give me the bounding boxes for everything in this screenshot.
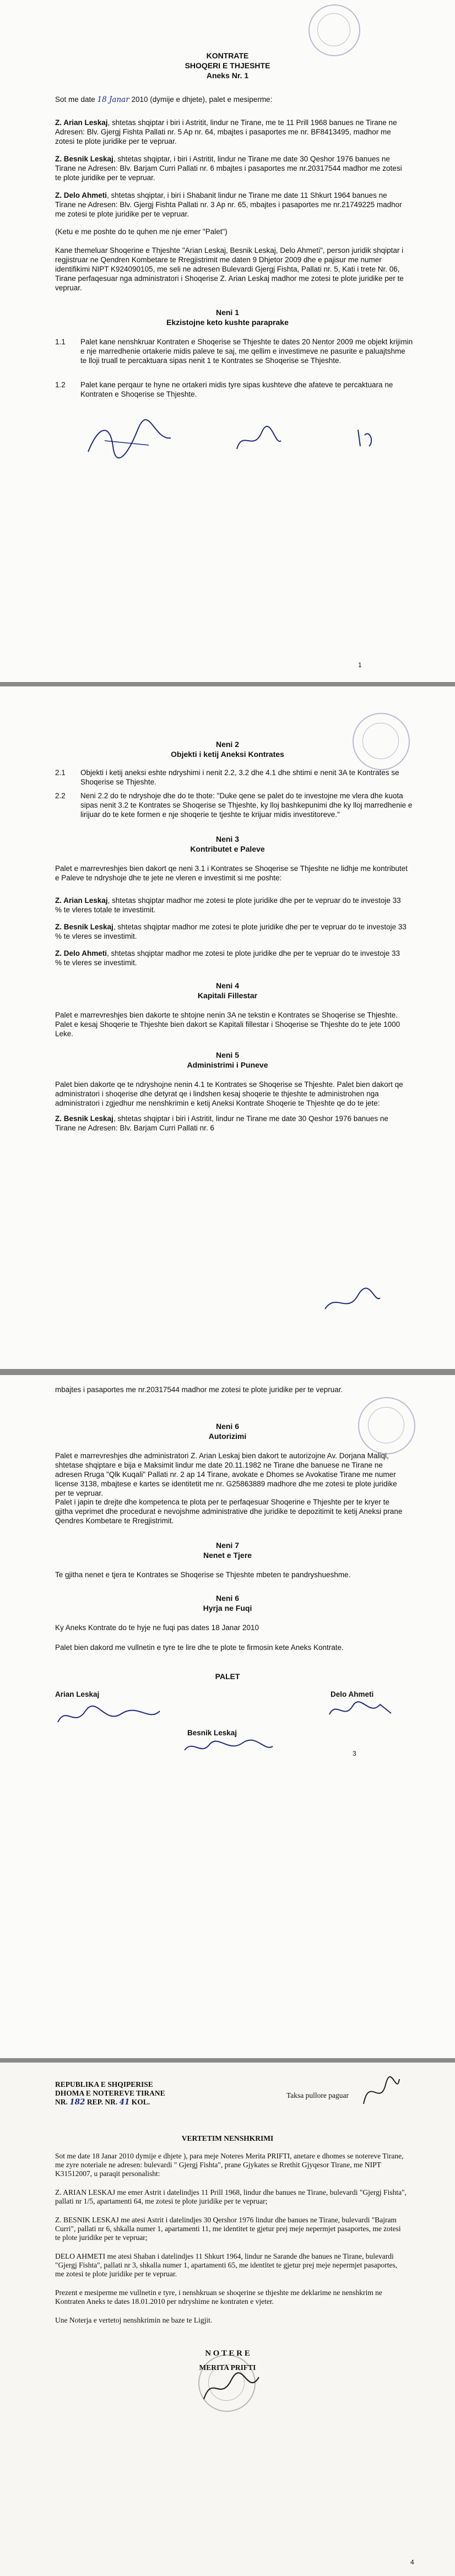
article-3-intro: Palet e marrevreshjes bien dakort qe neni 3.1 i Kontrates se Shoqerise se Thjeshte ne lidhje me kontributet e Paleve te ndryshoje dhe te jete ne vleren e investimit si me poshte:	[55, 864, 408, 882]
article-5-heading: Neni 5	[215, 1051, 239, 1059]
party-2-paragraph: Z. Besnik Leskaj, shtetas shqiptar, i biri i Astritit, lindur ne Tirane me date 30 Qeshor 1976 banues ne Tirane ne Adresen: Blv. Barjam Curri Pallati nr. 6 mbajtes i pasaportes me nr.20317544 madhor me zotesi te plote juridike per te vepruar.	[55, 155, 402, 182]
contribution-party-1: Z. Arian Leskaj, shtetas shqiptar madhor me zotesi te plote juridike dhe per te vepruar do te investoje 33 % te vleres totale te investimit.	[55, 896, 401, 914]
page-number: 3	[353, 1750, 356, 1757]
article-7-heading: Neni 7	[215, 1541, 239, 1550]
entry-into-force: Ky Aneks Kontrate do te hyje ne fuqi pas dates 18 Janar 2010	[55, 1623, 259, 1632]
contract-subtitle: SHOQERI E THJESHTE	[185, 61, 270, 70]
contract-title: KONTRATE	[206, 51, 249, 60]
signature-icon	[319, 1281, 386, 1320]
republic-header: REPUBLIKA E SHQIPERISE	[55, 2080, 153, 2088]
notary-paragraph-2: Z. ARIAN LESKAJ me emer Astrit i datelindjes 11 Prill 1968, lindur dhe banues ne Tirane, bulevardi "Gjergj Fishta", pallati nr 1/5, apartamenti 64, me zotesi te plote juridike per te vepruar;	[55, 2188, 407, 2205]
article-5-text: Palet bien dakorte qe te ndryshojne nenin 4.1 te Kontrates se Shoqerise se Thjeshte. Palet bien dakort qe administratori i shoqerise dhe detyrat qe i lindshen kesaj shoqerie te thjeshte te administrohen nga administratori i zgjedhur me nenshkrimin e ketij Aneksi Kontrate Shoqerie te Thjeshte qe do te jete:	[55, 1080, 403, 1107]
article-7-text: Te gjitha nenet e tjera te Kontrates se Shoqerise se Thjeshte mbeten te pandryshueshme.	[55, 1571, 351, 1579]
signature-icon	[358, 2074, 402, 2112]
article-6-heading: Neni 6	[215, 1422, 239, 1431]
document-page-1	[0, 0, 455, 682]
contribution-party-3: Z. Delo Ahmeti, shtetas shqiptar madhor me zotesi te plote juridike dhe per te vepruar do te investoje 33 % te vleres se investimit.	[55, 949, 400, 967]
authorization-paragraph: Palet e marrevreshjes dhe administratori Z. Arian Leskaj bien dakort te autorizojne Av. Dorjana Maliqi, shtetase shqiptare e bija e Maksimit lindur me date 20.11.1982 ne Tirane dhe banuese ne Tirane ne adresen Rruga "Qlk Kuqali" Pallati nr. 2 ap 14 Tirane, avokate e Dhomes se Avokatise Tirane me numer license 3138, mbajtese e kartes se identitetit me nr. G25863889 madhore dhe me zotesi te plote juridike per te vepruar.	[55, 1452, 397, 1497]
notary-name: MERITA PRIFTI	[199, 2363, 256, 2372]
signatory-arian-leskaj: Arian Leskaj	[55, 1690, 100, 1698]
article-3-heading: Neni 3	[215, 835, 239, 843]
contribution-party-2: Z. Besnik Leskaj, shtetas shqiptar madhor me zotesi te plote juridike dhe per te vepruar do te investoje 33 % te vleres se investimit.	[55, 923, 407, 940]
signature-icon	[231, 424, 286, 457]
clause-1-1: 1.1 Palet kane nenshkruar Kontraten e Shoqerise se Thjeshte te dates 20 Nentor 2009 me objekt krijimin e nje marredhenie ortakerie midis paleve te saj, me qellim e investimeve ne pasurite e paluajtshme te lloji truall te percaktuara sipas nenit 1 te Kontrates se Shoqerise se Thjeshte.	[55, 338, 413, 365]
clause-1-2: 1.2 Palet kane perqaur te hyne ne ortakeri midis tyre sipas kushteve dhe afateve te percaktuara ne Kontraten e Shoqerise se Thjeshte.	[55, 381, 393, 398]
article-4-title: Kapitali Fillestar	[197, 991, 258, 1000]
article-1-title: Ekzistojne keto kushte paraprake	[166, 318, 289, 327]
notary-stamp-icon	[308, 4, 360, 56]
handwritten-date: 18 Janar	[97, 95, 129, 104]
article-2-title: Objekti i ketij Aneksi Kontrates	[171, 750, 284, 759]
article-1-heading: Neni 1	[215, 308, 239, 317]
certificate-title: VERTETIM NENSHKRIMI	[181, 2134, 274, 2142]
notary-paragraph-3: Z. BESNIK LESKAJ me atesi Astrit i datelindjes 30 Qershor 1976 lindur dhe banues ne Tirane, bulevardi "Bajram Curri", pallati nr 6, shkalla numer 1, apartamenti 11, me identitet te gjetur prej meje nepermjet pasaportes, me zotesi te plote juridike per te vepruar;	[55, 2216, 401, 2242]
tax-stamp-label: Taksa pullore paguar	[286, 2091, 349, 2099]
intro-line: Sot me date 18 Janar 2010 (dymije e dhjete), palet e mesiperme:	[55, 95, 273, 104]
page-number: 4	[410, 2558, 414, 2566]
signature-icon	[55, 1700, 165, 1733]
administrator-paragraph: Z. Besnik Leskaj, shtetas shqiptar i biri i Astritit, lindur ne Tirane me date 30 Qeshor 1976 banues ne Tirane ne Adresen: Blv. Barjam Curri Pallati nr. 6	[55, 1114, 388, 1132]
signature-icon	[325, 1698, 402, 1725]
article-6b-title: Hyrja ne Fuqi	[203, 1604, 252, 1612]
continued-paragraph: mbajtes i pasaportes me nr.20317544 madhor me zotesi te plote juridike per te vepruar.	[55, 1386, 343, 1394]
notary-paragraph-1: Sot me date 18 Janar 2010 dymije e dhjete ), para meje Noteres Merita PRIFTI, anetare e dhomes se notereve Tirane, me zyre noteriale ne adresen: bulevardi " Gjergj Fishta", prane Gjykates se Rrethit Gjyqesor Tirane, me NIPT K31512007, u paraqit personalisht:	[55, 2152, 404, 2178]
article-6b-heading: Neni 6	[215, 1594, 239, 1603]
notary-paragraph-5: Prezent e mesiperme me vullnetin e tyre, i nenshkruan se shoqerine se thjeshte me deklarime ne nenshkrim ne Kontraten Aneks te dates 18.01.2010 per ndryshime ne kontraten e vjeter.	[55, 2288, 382, 2306]
signature-icon	[353, 424, 386, 452]
parties-heading: PALET	[215, 1672, 240, 1681]
notary-paragraph-4: DELO AHMETI me atesi Shaban i datelindjes 11 Shkurt 1964, lindur ne Sarande dhe banues ne Tirane, bulevardi "Gjergj Fishta", pallati nr 3, shkalla numer 1, apartamenti 65, me identitet te gjetur prej meje nepermjet pasaportes, me zotesi te plote juridike per te vepruar.	[55, 2252, 398, 2278]
document-page-2	[0, 686, 455, 1369]
document-page-4	[0, 2063, 455, 2576]
article-6-title: Autorizimi	[208, 1432, 247, 1441]
party-3-paragraph: Z. Delo Ahmeti, shtetas shqiptar, i biri i Shabanit lindur ne Tirane me date 11 Shkurt 1964 banues ne Tirane ne Adresen: Blv. Gjergj Fishta Pallati nr. 3 Ap nr. 65, mbajtes i pasaportes me nr.21749225 madhor me zotesi te plote juridike per te vepruar.	[55, 191, 402, 218]
agreement-statement: Palet bien dakord me vullnetin e tyre te lire dhe te plote te firmosin kete Aneks Kontrate.	[55, 1643, 344, 1652]
article-2-heading: Neni 2	[215, 740, 239, 749]
party-1-paragraph: Z. Arian Leskaj, shtetas shqiptar i biri i Astritit, lindur ne Tirane, me te 11 Prill 1968 banues ne Tirane ne Adresen: Blv. Gjergj Fishta Pallati nr. 5 Ap nr. 64, mbajtes i pasaportes me nr. BF8413495, madhor me zotesi te plote juridike per te vepruar.	[55, 118, 397, 145]
clause-2-1: 2.1 Objekti i ketij aneksi eshte ndryshimi i nenit 2.2, 3.2 dhe 4.1 dhe shtimi e nenit 3A te Kontrates se Shoqerise se Thjeshte.	[55, 769, 399, 786]
article-7-title: Nenet e Tjere	[203, 1551, 252, 1560]
signatory-delo-ahmeti: Delo Ahmeti	[331, 1690, 374, 1698]
signature-icon	[83, 419, 182, 463]
notary-label: N O T E R E	[205, 2349, 250, 2358]
clause-2-2: 2.2 Neni 2.2 do te ndryshoje dhe do te thote: "Duke qene se palet do te investojne me vlera dhe kuota sipas nenit 3.2 te Kontrates se Shoqerise se Thjeshte, ky lloj bashkepunimi dhe ky lloj marredhenie e lirijuar do te kete formen e nje shoqerie te tjeshte te krijuar midis investitoreve."	[55, 792, 413, 819]
document-page-3	[0, 1375, 455, 2058]
page-number: 1	[358, 661, 362, 669]
article-3-title: Kontributet e Paleve	[190, 845, 265, 853]
chamber-header: DHOMA E NOTEREVE TIRANE	[55, 2089, 165, 2097]
article-4-heading: Neni 4	[215, 981, 239, 990]
notary-paragraph-6: Une Noterja e vertetoj nenshkrimin ne baze te Ligjit.	[55, 2316, 213, 2324]
signatory-besnik-leskaj: Besnik Leskaj	[187, 1729, 237, 1737]
recital-paragraph: Kane themeluar Shoqerine e Thjeshte "Arian Leskaj, Besnik Leskaj, Delo Ahmeti", person juridik shqiptar i regjistruar ne Qendren Kombetare te Rregjistrimit me daten 9 Dhjetor 2009 dhe e pajisur me numer identifikimi NIPT K924090105, me seli ne adresen Bulevardi Gjergj Fishta, Pallati nr. 5, Kati i trete Nr. 06, Tirane perfaqesuar nga administratori i Shoqerise Z. Arian Leskaj madhor me zotesi te plote juridike per te vepruar.	[55, 246, 404, 292]
signature-icon	[198, 2369, 264, 2407]
annex-number: Aneks Nr. 1	[206, 71, 249, 80]
thereafter-note: (Ketu e me poshte do te quhen me nje emer "Palet")	[55, 228, 228, 236]
signature-icon	[182, 1736, 275, 1758]
register-number: NR. 182 REP. NR. 41 KOL.	[55, 2098, 150, 2107]
article-5-title: Administrimi i Puneve	[187, 1060, 268, 1069]
authorization-powers: Palet i japin te drejte dhe kompetenca te plota per te perfaqesuar Shoqerine e Thjeshte per te kryer te gjitha veprimet dhe procedurat e nevojshme administrative dhe juridike te depozitimit te ketij Aneksi prane Qendres Kombetare te Rregjistrimit.	[55, 1498, 403, 1525]
article-4-text: Palet e marrevreshjes bien dakorte te shtojne nenin 3A ne tekstin e Kontrates se Shoqerise se Thjeshte. Palet e kesaj Shoqerie te Thjeshte bien dakort se Kapitali fillestar i Shoqerise se Thjeshte do te jete 1000 Leke.	[55, 1011, 400, 1038]
